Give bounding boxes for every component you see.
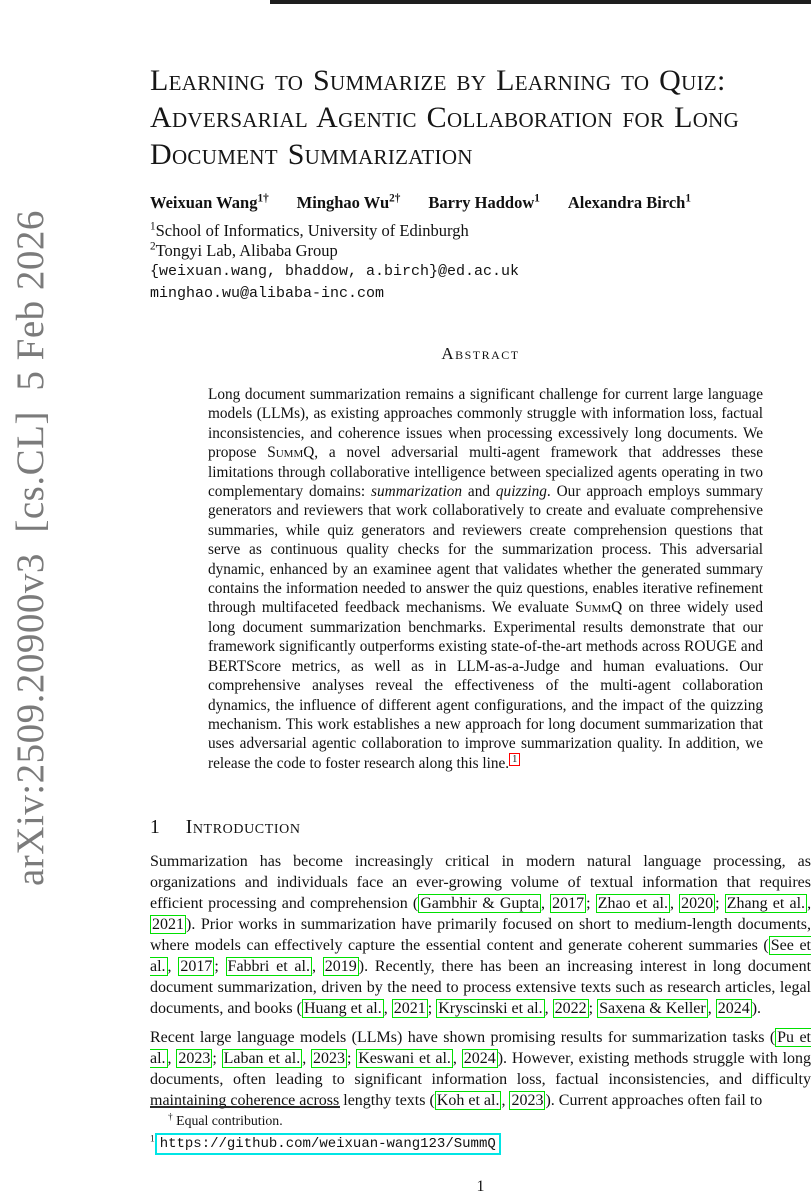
- superscript-marker: †: [168, 1112, 173, 1123]
- footnote-equal-contribution: † Equal contribution.: [168, 1112, 283, 1128]
- citation-link[interactable]: Fabbri et al.: [227, 958, 310, 976]
- intro-paragraph-1: Summarization has become increasingly critical in modern natural language processing, as organizations and individuals face an ever-growing volume of textual information that requires efficient processing and comprehension ( Gambhir & Gupta , 2017 ; Zhao et al. , 2020 ; Zhang et al. , 2021 ). Prior works in summarization have primarily focused on short to medium-length documents, where models can effectively capture the essential content and generate coherent summaries ( See et al. , 2017 ; Fabbri et al. , 2019 ). Recently, there has been an increasing interest in long document document summarization, driven by the need to process extensive texts such as research articles, legal documents, and books ( Huang et al. , 2021 ; Kryscinski et al. , 2022 ; Saxena & Keller , 2024 ).: [150, 853, 811, 1018]
- author-emails: [150, 261, 811, 304]
- superscript-marker: 2: [150, 240, 156, 252]
- citation-link[interactable]: Pu et al.: [150, 1029, 811, 1068]
- section-title: Introduction: [185, 817, 301, 839]
- citation-link[interactable]: 2024: [463, 1050, 496, 1068]
- code-repo-link[interactable]: https://github.com/weixuan-wang123/SummQ: [155, 1133, 501, 1155]
- citation-link[interactable]: Koh et al.: [436, 1092, 500, 1110]
- citation-link[interactable]: Kryscinski et al.: [438, 1000, 543, 1018]
- section-heading-introduction: [150, 795, 811, 839]
- citation-link[interactable]: 2023: [511, 1092, 544, 1110]
- paper-page: [150, 0, 811, 1111]
- author-affiliation-marker: 1: [534, 192, 540, 205]
- emphasis-text: summarization: [371, 483, 462, 501]
- author-name: Barry Haddow: [428, 193, 535, 212]
- citation-link[interactable]: Keswani et al.: [358, 1050, 451, 1068]
- page-number: 1: [476, 1178, 485, 1195]
- citation-link[interactable]: Laban et al.: [223, 1050, 301, 1068]
- citation-link[interactable]: Saxena & Keller: [599, 1000, 706, 1018]
- author-line: [150, 193, 811, 213]
- citation-link[interactable]: 2023: [313, 1050, 346, 1068]
- footnote-rule: [150, 1106, 340, 1108]
- citation-link[interactable]: See et al.: [150, 937, 811, 976]
- citation-link[interactable]: 2017: [552, 895, 585, 913]
- citation-link[interactable]: Gambhir & Gupta: [420, 895, 539, 913]
- intro-paragraph-2: Recent large language models (LLMs) have shown promising results for summarization tasks ( Pu et al. , 2023 ; Laban et al. , 2023 ; Keswani et al. , 2024 ). However, existing methods struggle with long documents, often leading to significant information loss, factual inconsistencies, and difficulty maintaining coherence across lengthy texts ( Koh et al. , 2023 ). Current approaches often fail to: [150, 1029, 811, 1110]
- citation-link[interactable]: 2024: [717, 1000, 750, 1018]
- citation-link[interactable]: 2017: [180, 958, 213, 976]
- citation-link[interactable]: Zhang et al.: [726, 895, 806, 913]
- author-name: Minghao Wu: [296, 193, 390, 212]
- footnote-ref-link[interactable]: 1: [509, 753, 520, 766]
- abstract-text: Long document summarization remains a significant challenge for current large language models (LLMs), as existing approaches commonly struggle with information loss, factual inconsistencies, and coherence issues when processing excessively long documents. We propose SummQ, a novel adversarial multi-agent framework that addresses these limitations through collaborative intelligence between specialized agents operating in two complementary domains: summarization and quizzing. Our approach employs summary generators and reviewers that work collaboratively to create and evaluate comprehensive summaries, while quiz generators and reviewers create comprehension questions that serve as continuous quality checks for the summarization process. This adversarial dynamic, enhanced by an examinee agent that validates whether the generated summary contains the information needed to answer the quiz questions, enables iterative refinement through multifaceted feedback mechanisms. We evaluate SummQ on three widely used long document summarization benchmarks. Experimental results demonstrate that our framework significantly outperforms existing state-of-the-art methods across ROUGE and BERTScore metrics, as well as in LLM-as-a-Judge and human evaluations. Our comprehensive analyses reveal the effectiveness of the multi-agent collaboration dynamics, the influence of different agent configurations, and the impact of the quizzing mechanism. This work establishes a new approach for long document summarization that uses adversarial agentic collaboration to improve summarization quality. In addition, we release the code to foster research along this line. $^1$: [208, 386, 763, 772]
- citation-link[interactable]: 2022: [554, 1000, 587, 1018]
- citation-link[interactable]: 2023: [178, 1050, 211, 1068]
- smallcaps-text: SummQ: [267, 444, 315, 462]
- citation-link[interactable]: Huang et al.: [303, 1000, 382, 1018]
- citation-link[interactable]: 2021: [152, 916, 184, 934]
- monospace-text: minghao.wu@alibaba-inc.com: [150, 284, 385, 302]
- superscript-marker: 1: [150, 220, 156, 233]
- author-affiliation-marker: 2†: [389, 192, 401, 205]
- footnote-area: [150, 1106, 750, 1153]
- arxiv-watermark: arXiv:2509.20900v3 [cs.CL] 5 Feb 2026: [9, 210, 52, 886]
- paper-title: [150, 62, 811, 173]
- author-affiliation-marker: 1: [685, 192, 691, 205]
- abstract-heading: Abstract: [441, 344, 520, 363]
- title-line: Adversarial Agentic Collaboration for Long: [150, 101, 740, 134]
- emphasis-text: quizzing: [495, 483, 547, 501]
- title-line: Learning to Summarize by Learning to Quiz:: [150, 64, 726, 97]
- smallcaps-text: SummQ: [575, 599, 623, 617]
- superscript-marker: 1: [150, 1134, 155, 1145]
- affiliations: $^1$School of Informatics, University of Edinburgh $^2$Tongyi Lab, Alibaba Group: [150, 220, 469, 260]
- footnote-code-link: [150, 1134, 750, 1153]
- citation-link[interactable]: Zhao et al.: [597, 895, 669, 913]
- citation-link[interactable]: 2020: [681, 895, 714, 913]
- author-name: Weixuan Wang: [150, 193, 258, 212]
- monospace-text: {weixuan.wang, bhaddow, a.birch}@ed.ac.uk: [150, 263, 520, 280]
- citation-link[interactable]: 2021: [393, 1000, 426, 1018]
- title-line: Document Summarization: [150, 138, 473, 171]
- section-number: 1: [150, 817, 160, 839]
- author-affiliation-marker: 1†: [257, 192, 269, 205]
- citation-link[interactable]: 2019: [324, 958, 357, 976]
- author-name: Alexandra Birch: [567, 193, 686, 212]
